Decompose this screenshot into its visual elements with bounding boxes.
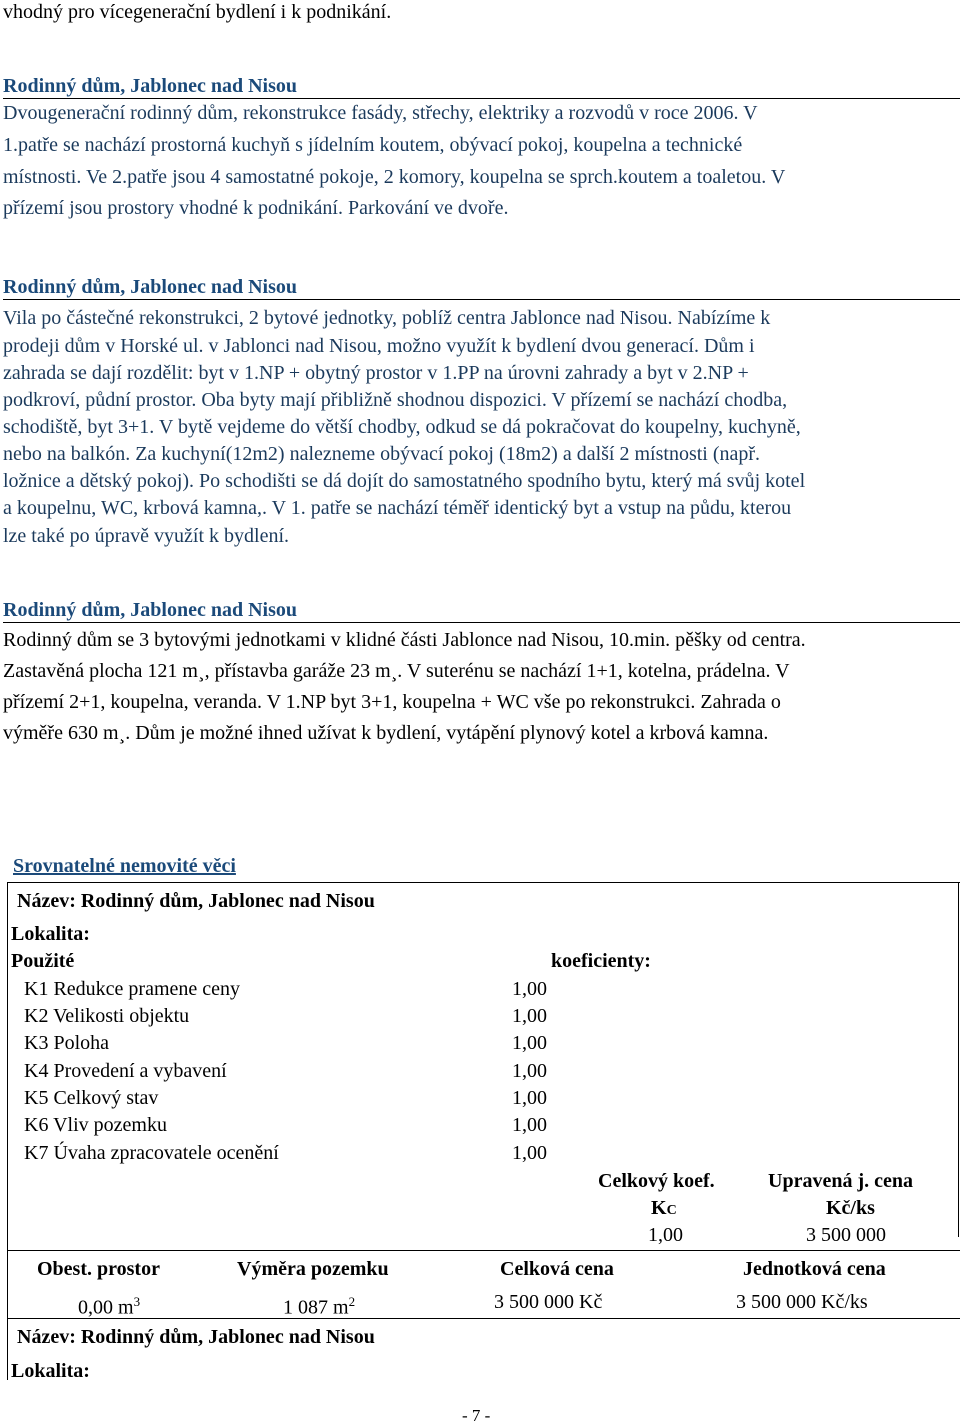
- coefficient-label: K3 Poloha: [24, 1032, 109, 1054]
- page-number: - 7 -: [462, 1406, 491, 1425]
- coefficient-value: 1,00: [512, 1032, 547, 1054]
- listing-divider: [3, 299, 960, 300]
- listing-text-line: přízemí 2+1, koupelna, veranda. V 1.NP byt 3+1, koupelna + WC vše po rekonstrukci. Zahrada o: [3, 691, 781, 713]
- table-border-left: [7, 882, 8, 1380]
- summary-header: Výměra pozemku: [237, 1258, 389, 1280]
- listing-text-line: schodiště, byt 3+1. V bytě vejdeme do větší chodby, odkud se dá pokračovat do koupelny, kuchyně,: [3, 416, 801, 438]
- coefficient-value: 1,00: [512, 1060, 547, 1082]
- listing-text-line: 1.patře se nachází prostorná kuchyň s jídelním koutem, obývací pokoj, koupelna a technické: [3, 134, 743, 156]
- coefficient-value: 1,00: [512, 1005, 547, 1027]
- coefficient-label: K2 Velikosti objektu: [24, 1005, 190, 1027]
- intro-line: vhodný pro vícegenerační bydlení i k podnikání.: [3, 1, 392, 23]
- listing-text-line: přízemí jsou prostory vhodné k podnikání. Parkování ve dvoře.: [3, 197, 509, 219]
- listing-title: Rodinný dům, Jablonec nad Nisou: [3, 599, 297, 621]
- used-label: Použité: [11, 950, 75, 972]
- total-coefficient-symbol: KC: [651, 1197, 677, 1219]
- listing-divider: [3, 98, 960, 99]
- next-property-name-label: Název: Rodinný dům, Jablonec nad Nisou: [17, 1326, 375, 1348]
- listing-text-line: Dvougenerační rodinný dům, rekonstrukce fasády, střechy, elektriky a rozvodů v roce 2006. V: [3, 102, 758, 124]
- summary-header: Celková cena: [500, 1258, 614, 1280]
- comparison-section-title: Srovnatelné nemovité věci: [13, 855, 236, 877]
- listing-text-line: podkroví, půdní prostor. Oba byty mají přibližně shodnou dispozici. V přízemí se nachází chodba,: [3, 389, 788, 411]
- listing-text-line: Vila po částečné rekonstrukci, 2 bytové jednotky, poblíž centra Jablonce nad Nisou. Nabízíme k: [3, 307, 771, 329]
- next-locality-label: Lokalita:: [11, 1360, 90, 1382]
- listing-text-line: výměře 630 m¸. Dům je možné ihned užívat k bydlení, vytápění plynový kotel a krbová kamna.: [3, 722, 769, 744]
- table-border-top: [7, 882, 960, 883]
- listing-text-line: místnosti. Ve 2.patře jsou 4 samostatné pokoje, 2 komory, koupelna se sprch.koutem a toaletou. V: [3, 166, 786, 188]
- coefficient-label: K1 Redukce pramene ceny: [24, 978, 241, 1000]
- listing-text-line: Rodinný dům se 3 bytovými jednotkami v klidné části Jablonce nad Nisou, 10.min. pěšky od centra.: [3, 629, 806, 651]
- listing-divider: [3, 622, 960, 623]
- coefficient-value: 1,00: [512, 1142, 547, 1164]
- listing-text-line: nebo na balkón. Za kuchyní(12m2) nalezneme obývací pokoj (18m2) a další 2 místnosti (např.: [3, 443, 761, 465]
- adjusted-price-value: 3 500 000: [806, 1224, 886, 1246]
- total-price-value: 3 500 000 Kč: [494, 1291, 603, 1313]
- total-coefficient-value: 1,00: [648, 1224, 683, 1246]
- land-area-value: 1 087 $m^2$: [283, 1294, 356, 1319]
- table-border-right: [958, 882, 959, 1237]
- coefficient-label: K4 Provedení a vybavení: [24, 1060, 227, 1082]
- adjusted-price-unit: Kč/ks: [826, 1197, 875, 1219]
- summary-header: Obest. prostor: [37, 1258, 160, 1280]
- table-divider: [7, 1318, 960, 1319]
- built-space-value: 0,00 $m^3$: [78, 1294, 141, 1319]
- unit-price-value: 3 500 000 Kč/ks: [736, 1291, 868, 1313]
- listing-text-line: Zastavěná plocha 121 m¸, přístavba garáže 23 m¸. V suterénu se nachází 1+1, kotelna, prádelna. V: [3, 660, 790, 682]
- listing-text-line: a koupelnu, WC, krbová kamna,. V 1. patře se nachází téměř identický byt a vstup na půdu, kterou: [3, 497, 792, 519]
- table-divider: [7, 1250, 960, 1251]
- listing-text-line: ložnice a dětský pokoj). Po schodišti se dá dojít do samostatného spodního bytu, který má svůj kotel: [3, 470, 806, 492]
- locality-label: Lokalita:: [11, 923, 90, 945]
- total-coefficient-label: Celkový koef.: [598, 1170, 715, 1192]
- listing-title: Rodinný dům, Jablonec nad Nisou: [3, 75, 297, 97]
- adjusted-price-label: Upravená j. cena: [768, 1170, 913, 1192]
- listing-title: Rodinný dům, Jablonec nad Nisou: [3, 276, 297, 298]
- coefficients-label: koeficienty:: [551, 950, 651, 972]
- coefficient-label: K5 Celkový stav: [24, 1087, 159, 1109]
- property-name-label: Název: Rodinný dům, Jablonec nad Nisou: [17, 890, 375, 912]
- coefficient-label: K7 Úvaha zpracovatele ocenění: [24, 1142, 279, 1164]
- coefficient-value: 1,00: [512, 1087, 547, 1109]
- listing-text-line: lze také po úpravě využít k bydlení.: [3, 525, 290, 547]
- coefficient-value: 1,00: [512, 978, 547, 1000]
- listing-text-line: prodeji dům v Horské ul. v Jablonci nad Nisou, možno využít k bydlení dvou generací. Dům i: [3, 335, 755, 357]
- coefficient-value: 1,00: [512, 1114, 547, 1136]
- listing-text-line: zahrada se dají rozdělit: byt v 1.NP + obytný prostor v 1.PP na úrovni zahrady a byt v 2.NP +: [3, 362, 749, 384]
- summary-header: Jednotková cena: [743, 1258, 886, 1280]
- coefficient-label: K6 Vliv pozemku: [24, 1114, 167, 1136]
